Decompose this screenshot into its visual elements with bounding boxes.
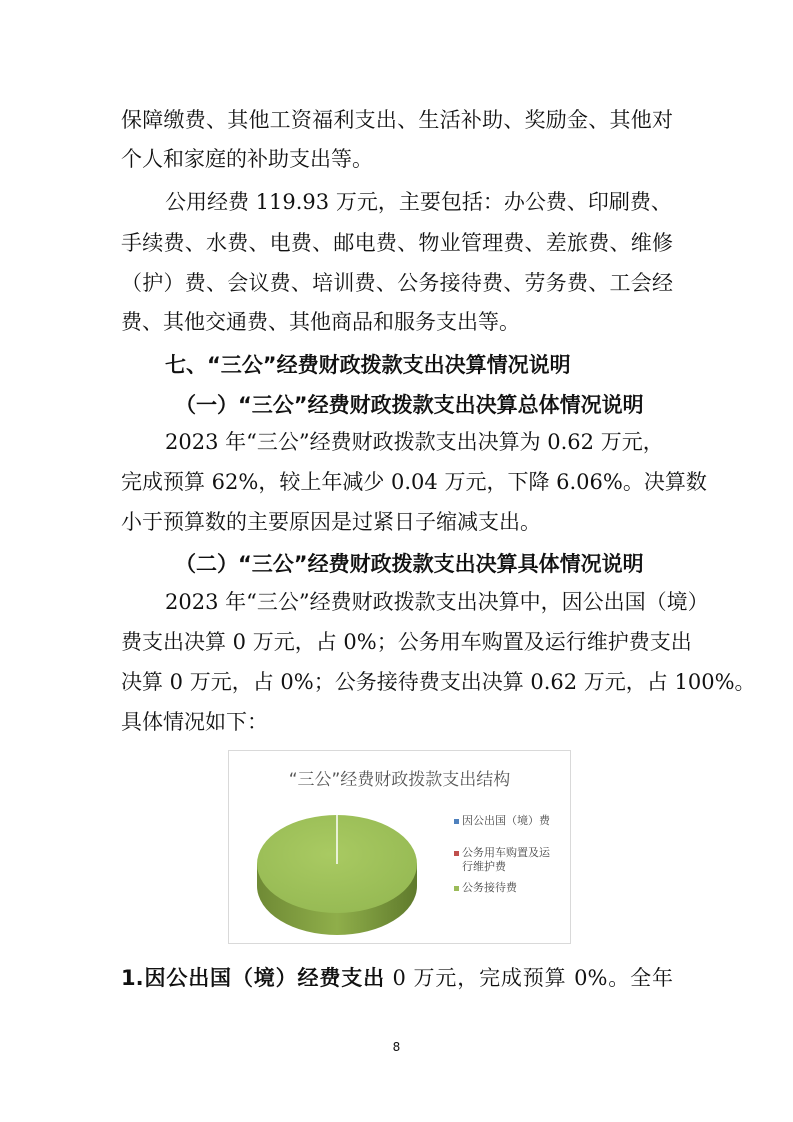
legend-item-2	[454, 846, 550, 874]
para2-line1: 公用经费 119.93 万元，主要包括：办公费、印刷费、	[165, 190, 672, 214]
legend-marker-red	[454, 851, 459, 856]
para3-line1: 2023 年“三公”经费财政拨款支出决算为 0.62 万元，	[165, 430, 664, 454]
legend-label-3: 公务接待费	[462, 881, 517, 894]
para2-line4: 费、其他交通费、其他商品和服务支出等。	[121, 310, 520, 334]
legend-item-1	[454, 814, 550, 828]
para2-line2: 手续费、水费、电费、邮电费、物业管理费、差旅费、维修	[121, 231, 673, 255]
para3-line3: 小于预算数的主要原因是过紧日子缩减支出。	[121, 510, 541, 534]
para1-line2: 个人和家庭的补助支出等。	[121, 147, 373, 171]
legend-label-2b: 行维护费	[462, 860, 506, 873]
legend-label-1: 因公出国（境）费	[462, 814, 550, 827]
subsection-heading-1: （一）“三公”经费财政拨款支出决算总体情况说明	[175, 393, 644, 417]
section-heading-7: 七、“三公”经费财政拨款支出决算情况说明	[165, 353, 571, 377]
para5-bold: 1.因公出国（境）经费支出	[121, 966, 386, 990]
para4-line2: 费支出决算 0 万元，占 0%；公务用车购置及运行维护费支出	[121, 630, 692, 654]
para4-line4: 具体情况如下：	[121, 710, 268, 734]
para4-line1: 2023 年“三公”经费财政拨款支出决算中，因公出国（境）	[165, 590, 709, 614]
legend-marker-green	[454, 886, 459, 891]
para2-line3: （护）费、会议费、培训费、公务接待费、劳务费、工会经	[121, 271, 673, 295]
para5-rest: 0 万元，完成预算 0%。全年	[385, 966, 674, 990]
pie-chart-panel	[228, 750, 571, 944]
chart-title: “三公”经费财政拨款支出结构	[288, 770, 511, 790]
legend-item-3	[454, 881, 517, 895]
para3-line2: 完成预算 62%，较上年减少 0.04 万元，下降 6.06%。决算数	[121, 470, 707, 494]
para4-line3: 决算 0 万元，占 0%；公务接待费支出决算 0.62 万元，占 100%。	[121, 670, 756, 694]
pie-chart-svg	[247, 791, 447, 941]
subsection-heading-2: （二）“三公”经费财政拨款支出决算具体情况说明	[175, 552, 644, 576]
page-number: 8	[392, 1040, 401, 1054]
legend-marker-blue	[454, 819, 459, 824]
legend-label-2a: 公务用车购置及运	[462, 846, 550, 859]
para5-line1	[121, 966, 673, 990]
para1-line1: 保障缴费、其他工资福利支出、生活补助、奖励金、其他对	[121, 108, 673, 132]
